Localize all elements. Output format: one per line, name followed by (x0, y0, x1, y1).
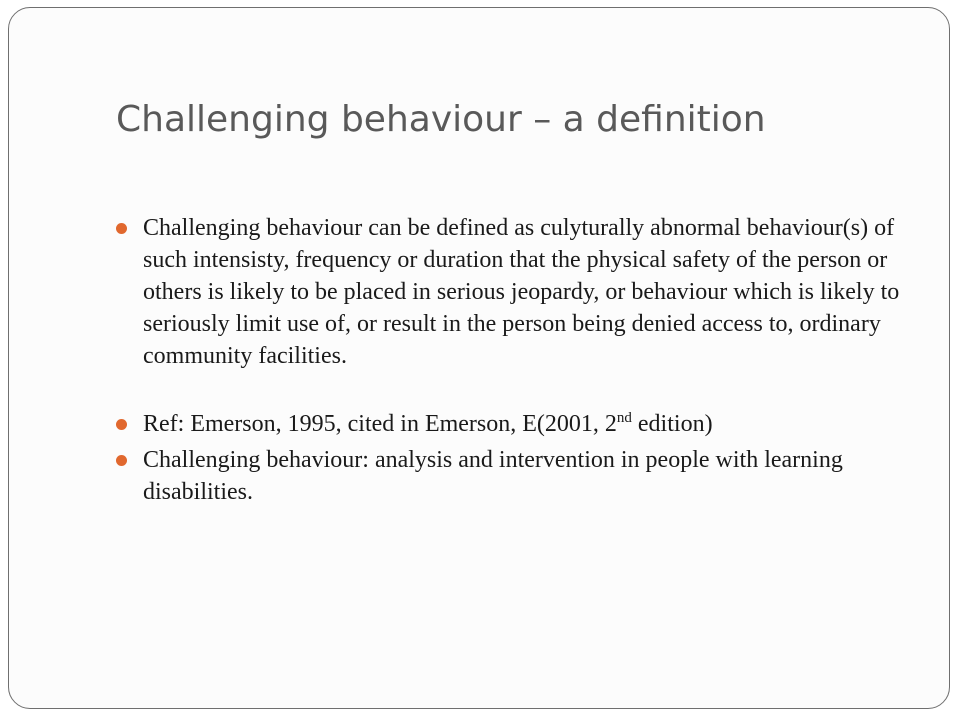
bullet-dot-icon (116, 419, 127, 430)
bullet-dot-icon (116, 455, 127, 466)
bullet-dot-icon (116, 223, 127, 234)
bullet-reference (116, 408, 916, 440)
reference-superscript: nd (616, 410, 632, 426)
bullet-reference-text (143, 408, 916, 440)
bullet-book-title (116, 444, 916, 508)
bullet-definition-text: Challenging behaviour can be defined as culyturally abnormal behaviour(s) of such intensisty, frequency or duration that the physical safety of the person or others is likely to be placed in serious jeopardy, or behaviour which is likely to seriously limit use of, or result in the person being denied access to, ordinary community facilities. (143, 215, 900, 369)
bullet-list (116, 212, 916, 508)
bullet-book-title-text: Challenging behaviour: analysis and intervention in people with learning disabilities. (143, 447, 843, 505)
slide-title: Challenging behaviour – a definition (116, 99, 766, 140)
reference-text-before: Ref: Emerson, 1995, cited in Emerson, E(2001, 2 (143, 411, 617, 437)
bullet-definition (116, 212, 916, 372)
reference-text-after: edition) (631, 411, 713, 437)
slide-frame (8, 7, 950, 709)
